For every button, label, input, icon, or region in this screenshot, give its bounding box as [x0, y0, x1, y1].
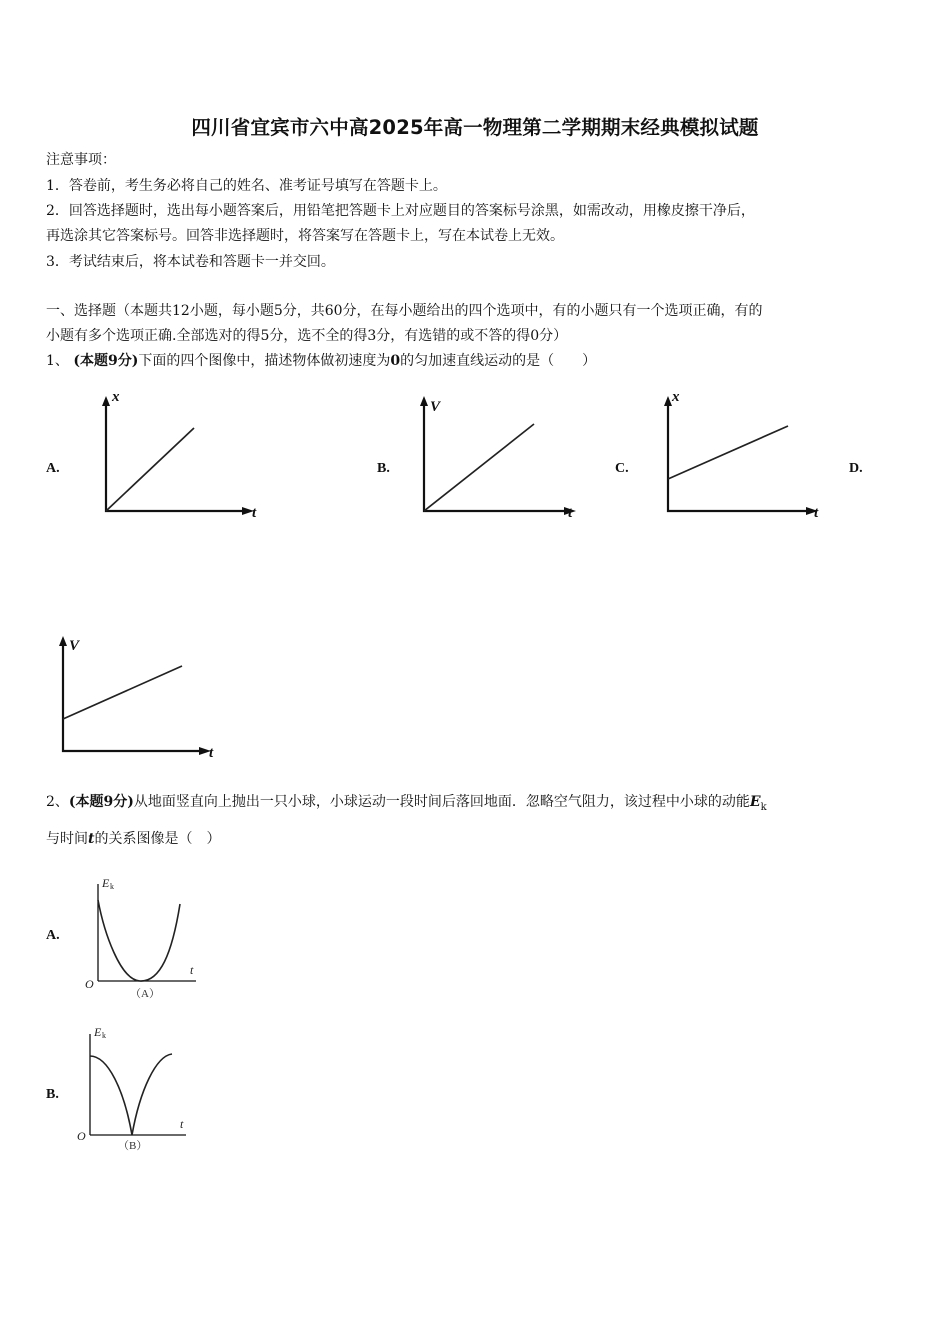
origin-label: O: [77, 1129, 86, 1143]
y-axis-arrow: [59, 636, 67, 646]
question-1-number: 1、: [46, 353, 69, 369]
ek-curve: [90, 1054, 172, 1135]
y-axis-label: x: [672, 389, 680, 405]
x-axis-label: t: [190, 963, 194, 977]
graph-caption: （A）: [130, 988, 160, 1000]
q1-option-a-graph: [90, 386, 270, 521]
y-axis-subscript: k: [102, 1031, 106, 1040]
q1-option-c-label[interactable]: C.: [615, 461, 629, 476]
notice-item-3: 3．考试结束后，将本试卷和答题卡一并交回。: [46, 254, 335, 270]
question-1-text: 下面的四个图像中，描述物体做初速度为: [138, 353, 391, 369]
plot-line: [106, 428, 194, 511]
q1-option-b-label[interactable]: B.: [377, 461, 390, 476]
y-axis-label: E: [102, 876, 110, 890]
q2-option-a-label[interactable]: A.: [46, 928, 60, 943]
plot-line: [63, 666, 182, 719]
question-1-zero: 0: [390, 353, 401, 369]
q2-option-b-label[interactable]: B.: [46, 1087, 59, 1102]
question-2-text: 从地面竖直向上抛出一只小球，小球运动一段时间后落回地面．忽略空气阻力，该过程中小球的动能: [133, 794, 750, 810]
section-intro-line1: 一、选择题（本题共12小题，每小题5分，共60分，在每小题给出的四个选项中，有的小题只有一个选项正确，有的: [46, 303, 763, 319]
question-2-text-2b: 的关系图像是（ ）: [94, 831, 221, 847]
plot-line: [668, 426, 788, 479]
graph-caption: （B）: [118, 1140, 148, 1152]
question-1-stem: [46, 352, 596, 370]
x-axis-label: t: [209, 745, 214, 761]
graph-axes: [63, 642, 205, 751]
origin-label: O: [85, 977, 94, 991]
ek-curve: [98, 900, 180, 981]
notice-heading: 注意事项：: [46, 152, 116, 168]
q1-option-c-graph: [652, 386, 832, 521]
y-axis-arrow: [420, 396, 428, 406]
graph-axes: [106, 402, 248, 511]
question-1-score: (本题9分): [73, 353, 139, 369]
graph-axes: [668, 402, 812, 511]
y-axis-arrow: [664, 396, 672, 406]
question-2-number: 2、: [46, 794, 69, 810]
question-1-text-end: 的匀加速直线运动的是（ ）: [400, 353, 597, 369]
notice-item-2: 2．回答选择题时，选出每小题答案后，用铅笔把答题卡上对应题目的答案标号涂黑，如需改动，用橡皮擦干净后，: [46, 203, 755, 219]
page-title: 四川省宜宾市六中高2025年高一物理第二学期期末经典模拟试题: [191, 116, 759, 139]
question-2-ek: E: [749, 794, 761, 810]
y-axis-arrow: [102, 396, 110, 406]
question-2-stem-line2: [46, 830, 220, 848]
q1-option-b-graph: [408, 386, 588, 521]
y-axis-label: V: [430, 399, 441, 415]
q1-option-d-label[interactable]: D.: [849, 461, 863, 476]
y-axis-subscript: k: [110, 882, 114, 891]
y-axis-label: V: [69, 638, 80, 654]
x-axis-label: t: [814, 505, 819, 521]
x-axis-label: t: [568, 505, 573, 521]
notice-item-2-cont: 再选涂其它答案标号。回答非选择题时，将答案写在答题卡上，写在本试卷上无效。: [46, 228, 564, 244]
y-axis-label: x: [112, 389, 120, 405]
question-2-ek-sub: k: [760, 801, 767, 813]
x-axis-label: t: [252, 505, 257, 521]
question-2-stem: [46, 793, 767, 817]
q1-option-d-graph: [47, 626, 227, 761]
plot-line: [424, 424, 534, 511]
notice-item-1: 1．答卷前，考生务必将自己的姓名、准考证号填写在答题卡上。: [46, 178, 447, 194]
question-2-t: t: [88, 831, 95, 847]
question-2-score: (本题9分): [68, 794, 134, 810]
q2-option-a-graph: [80, 870, 210, 1005]
section-intro-line2: 小题有多个选项正确.全部选对的得5分，选不全的得3分，有选错的或不答的得0分）: [46, 328, 568, 344]
x-axis-label: t: [180, 1117, 184, 1131]
q2-option-b-graph: [74, 1020, 204, 1160]
q1-option-a-label[interactable]: A.: [46, 461, 60, 476]
y-axis-label: E: [94, 1025, 102, 1039]
question-2-text-2a: 与时间: [46, 831, 88, 847]
